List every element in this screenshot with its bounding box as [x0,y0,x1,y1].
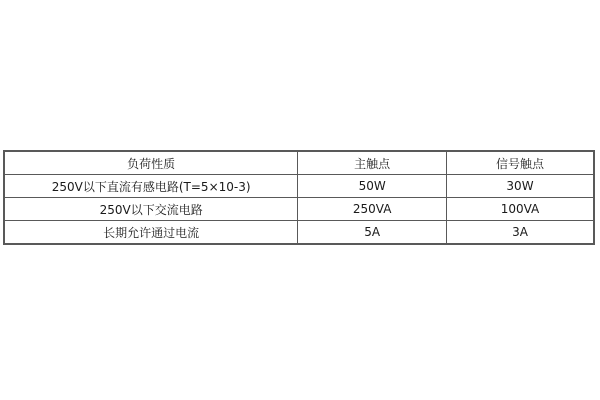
contact-load-spec-table [3,150,595,245]
table-row [4,221,594,245]
header-main-contact: 主触点 [298,151,447,175]
cell-main-contact: 5A [298,221,447,245]
cell-load-nature: 250V以下交流电路 [4,198,298,221]
header-load-nature: 负荷性质 [4,151,298,175]
header-signal-contact: 信号触点 [446,151,594,175]
cell-signal-contact: 3A [446,221,594,245]
cell-load-nature: 250V以下直流有感电路(T=5×10-3) [4,175,298,198]
cell-signal-contact: 30W [446,175,594,198]
cell-main-contact: 250VA [298,198,447,221]
cell-main-contact: 50W [298,175,447,198]
table-row [4,175,594,198]
table-header-row [4,151,594,175]
cell-signal-contact: 100VA [446,198,594,221]
cell-load-nature: 长期允许通过电流 [4,221,298,245]
table-row [4,198,594,221]
